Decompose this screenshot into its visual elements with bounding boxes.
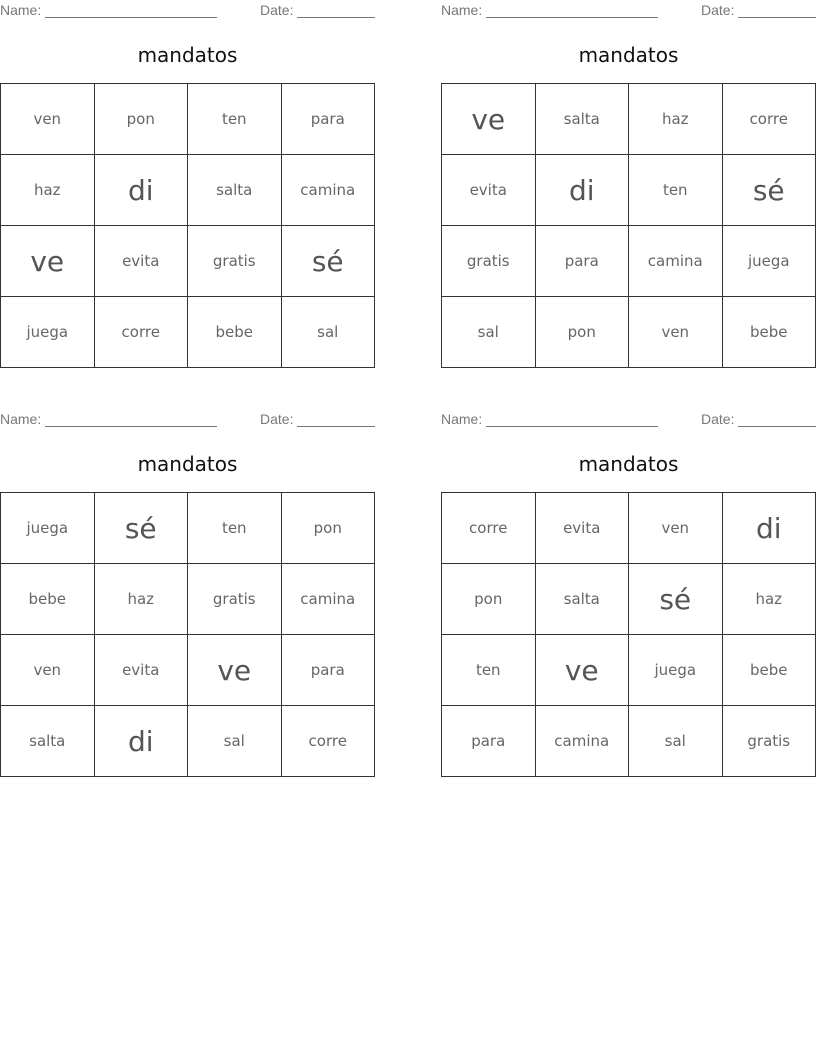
grid-cell: ven: [629, 297, 723, 368]
card-header: [0, 2, 375, 20]
date-blank-line: [738, 426, 816, 427]
grid-cell: para: [442, 706, 536, 777]
card-title: mandatos: [578, 452, 679, 476]
grid-cell: ten: [188, 493, 282, 564]
grid-cell: sal: [281, 297, 375, 368]
grid-cell: di: [94, 155, 188, 226]
date-label: Date:: [260, 2, 294, 18]
grid-cell: corre: [94, 297, 188, 368]
grid-cell: ve: [1, 226, 95, 297]
card-header: [441, 411, 816, 429]
grid-cell: haz: [722, 564, 816, 635]
grid-cell: pon: [442, 564, 536, 635]
grid-cell: ten: [442, 635, 536, 706]
name-blank-line: [45, 17, 217, 18]
grid-row: [442, 297, 816, 368]
grid-cell: camina: [281, 564, 375, 635]
grid-cell: ten: [188, 84, 282, 155]
bingo-grid: [441, 492, 816, 777]
grid-cell: corre: [281, 706, 375, 777]
grid-cell: sé: [94, 493, 188, 564]
grid-cell: gratis: [722, 706, 816, 777]
bingo-card-3: [0, 409, 375, 772]
grid-cell: camina: [535, 706, 629, 777]
grid-row: [442, 706, 816, 777]
grid-cell: di: [722, 493, 816, 564]
grid-cell: ten: [629, 155, 723, 226]
grid-cell: corre: [442, 493, 536, 564]
grid-cell: salta: [535, 84, 629, 155]
grid-cell: gratis: [188, 226, 282, 297]
grid-cell: ve: [188, 635, 282, 706]
name-blank-line: [486, 426, 658, 427]
bingo-card-4: [441, 409, 816, 772]
card-title: mandatos: [578, 43, 679, 67]
grid-row: [1, 155, 375, 226]
grid-cell: camina: [629, 226, 723, 297]
grid-row: [442, 84, 816, 155]
grid-cell: juega: [1, 297, 95, 368]
grid-cell: ven: [629, 493, 723, 564]
grid-row: [1, 635, 375, 706]
grid-cell: gratis: [442, 226, 536, 297]
date-blank-line: [297, 17, 375, 18]
grid-cell: evita: [94, 226, 188, 297]
grid-cell: sal: [188, 706, 282, 777]
grid-cell: juega: [1, 493, 95, 564]
grid-row: [1, 84, 375, 155]
grid-cell: juega: [629, 635, 723, 706]
bingo-card-2: [441, 0, 816, 363]
grid-cell: haz: [1, 155, 95, 226]
grid-cell: sé: [629, 564, 723, 635]
grid-row: [442, 635, 816, 706]
grid-cell: di: [94, 706, 188, 777]
bingo-card-1: [0, 0, 375, 363]
grid-cell: corre: [722, 84, 816, 155]
grid-cell: haz: [94, 564, 188, 635]
grid-cell: para: [535, 226, 629, 297]
grid-row: [442, 493, 816, 564]
grid-row: [1, 297, 375, 368]
grid-cell: bebe: [1, 564, 95, 635]
grid-cell: sé: [281, 226, 375, 297]
name-label: Name:: [0, 411, 42, 427]
grid-cell: sal: [442, 297, 536, 368]
name-blank-line: [45, 426, 217, 427]
card-title: mandatos: [137, 43, 238, 67]
grid-cell: bebe: [722, 635, 816, 706]
grid-cell: evita: [94, 635, 188, 706]
grid-cell: ve: [442, 84, 536, 155]
grid-cell: sal: [629, 706, 723, 777]
grid-row: [1, 226, 375, 297]
grid-cell: pon: [94, 84, 188, 155]
bingo-grid: [0, 83, 375, 368]
date-blank-line: [297, 426, 375, 427]
bingo-grid: [0, 492, 375, 777]
grid-cell: pon: [281, 493, 375, 564]
date-label: Date:: [701, 411, 735, 427]
date-blank-line: [738, 17, 816, 18]
grid-cell: haz: [629, 84, 723, 155]
grid-row: [442, 564, 816, 635]
grid-row: [1, 706, 375, 777]
card-header: [441, 2, 816, 20]
grid-cell: di: [535, 155, 629, 226]
grid-cell: para: [281, 84, 375, 155]
grid-cell: ve: [535, 635, 629, 706]
grid-cell: salta: [1, 706, 95, 777]
grid-cell: bebe: [188, 297, 282, 368]
date-label: Date:: [260, 411, 294, 427]
bingo-grid: [441, 83, 816, 368]
grid-cell: pon: [535, 297, 629, 368]
grid-cell: evita: [535, 493, 629, 564]
grid-row: [442, 226, 816, 297]
grid-cell: para: [281, 635, 375, 706]
grid-row: [1, 564, 375, 635]
name-label: Name:: [0, 2, 42, 18]
grid-cell: gratis: [188, 564, 282, 635]
grid-cell: juega: [722, 226, 816, 297]
grid-row: [442, 155, 816, 226]
name-label: Name:: [441, 411, 483, 427]
card-title: mandatos: [137, 452, 238, 476]
grid-cell: ven: [1, 635, 95, 706]
grid-row: [1, 493, 375, 564]
name-label: Name:: [441, 2, 483, 18]
grid-cell: bebe: [722, 297, 816, 368]
grid-cell: camina: [281, 155, 375, 226]
grid-cell: ven: [1, 84, 95, 155]
grid-cell: salta: [535, 564, 629, 635]
grid-cell: evita: [442, 155, 536, 226]
name-blank-line: [486, 17, 658, 18]
card-header: [0, 411, 375, 429]
grid-cell: salta: [188, 155, 282, 226]
date-label: Date:: [701, 2, 735, 18]
grid-cell: sé: [722, 155, 816, 226]
